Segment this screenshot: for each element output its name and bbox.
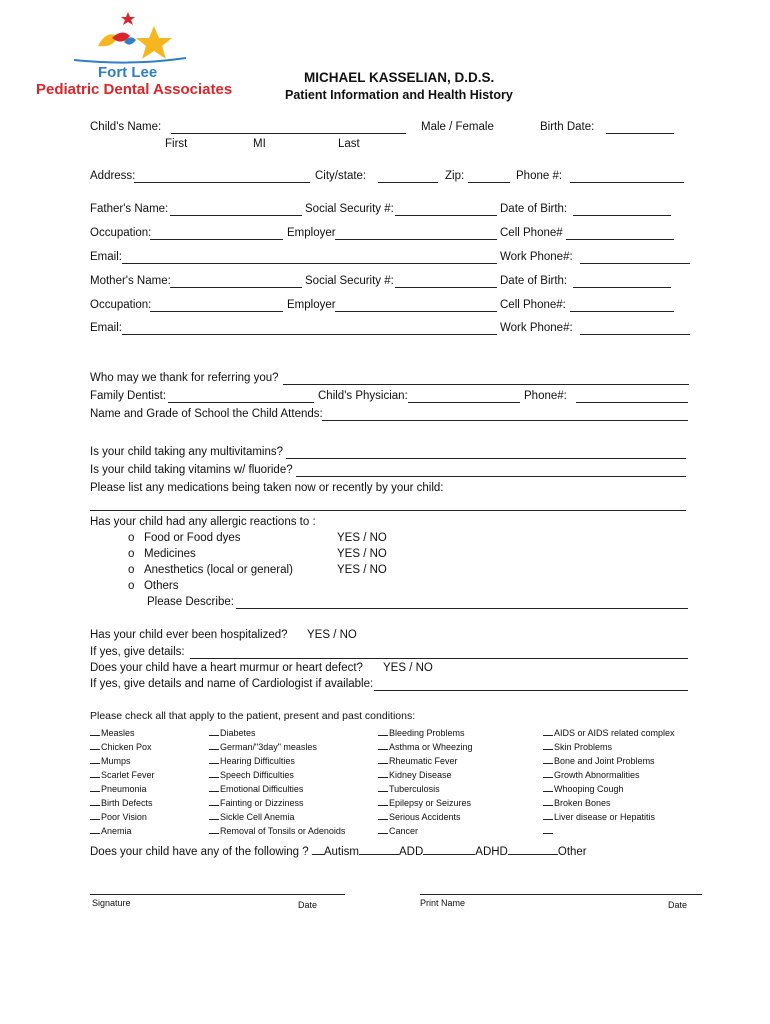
- first-label: First: [165, 138, 188, 150]
- mother-work-label: Work Phone#:: [500, 322, 573, 334]
- mother-ssn-label: Social Security #:: [305, 275, 394, 287]
- condition-item[interactable]: Diabetes: [209, 726, 345, 740]
- father-ssn-label: Social Security #:: [305, 203, 394, 215]
- city-state-field[interactable]: [378, 182, 438, 183]
- medications-label: Please list any medications being taken now or recently by your child:: [90, 482, 444, 494]
- signature-line[interactable]: [90, 894, 345, 895]
- zip-label: Zip:: [445, 170, 465, 182]
- mi-label: MI: [253, 138, 266, 150]
- date-label-2: Date: [668, 900, 688, 910]
- allergy-item: o Food or Food dyes: [128, 532, 241, 544]
- allergy-item: o Anesthetics (local or general): [128, 564, 293, 576]
- hospital-details-label: If yes, give details:: [90, 646, 185, 658]
- other-option[interactable]: Other: [557, 846, 587, 858]
- condition-item[interactable]: Epilepsy or Seizures: [378, 796, 473, 810]
- following-question: Does your child have any of the following ? Autism ADD ADHD Other: [90, 842, 587, 858]
- father-employer-field[interactable]: [335, 239, 497, 240]
- hospital-details-field[interactable]: [190, 658, 688, 659]
- condition-item[interactable]: Whooping Cough: [543, 782, 675, 796]
- condition-item[interactable]: Skin Problems: [543, 740, 675, 754]
- father-ssn-field[interactable]: [395, 215, 497, 216]
- condition-item[interactable]: Kidney Disease: [378, 768, 473, 782]
- birth-date-label: Birth Date:: [540, 121, 595, 133]
- phone-label: Phone #:: [516, 170, 563, 182]
- condition-item[interactable]: Birth Defects: [90, 796, 155, 810]
- address-label: Address:: [90, 170, 136, 182]
- describe-label: Please Describe:: [147, 596, 234, 608]
- physician-phone-label: Phone#:: [524, 390, 567, 402]
- school-label: Name and Grade of School the Child Attends:: [90, 408, 323, 420]
- father-employer-label: Employer: [287, 227, 336, 239]
- phone-field[interactable]: [570, 182, 684, 183]
- father-email-field[interactable]: [122, 263, 497, 264]
- mother-email-label: Email:: [90, 322, 122, 334]
- father-name-field[interactable]: [170, 215, 302, 216]
- conditions-col3: [378, 726, 473, 838]
- multivitamins-field[interactable]: [286, 458, 686, 459]
- cardiologist-field[interactable]: [374, 690, 688, 691]
- mother-occupation-field[interactable]: [150, 311, 283, 312]
- conditions-col4: [543, 726, 675, 838]
- adhd-option[interactable]: ADHD: [475, 846, 508, 858]
- condition-item-blank[interactable]: [543, 824, 675, 838]
- child-name-label: Child's Name:: [90, 121, 162, 133]
- last-label: Last: [338, 138, 360, 150]
- allergy-question: Has your child had any allergic reactions to :: [90, 516, 316, 528]
- condition-item[interactable]: Tuberculosis: [378, 782, 473, 796]
- print-name-line[interactable]: [420, 894, 702, 895]
- referral-field[interactable]: [283, 384, 689, 385]
- condition-item[interactable]: Mumps: [90, 754, 155, 768]
- allergy-answer[interactable]: YES / NO: [337, 564, 387, 576]
- physician-field[interactable]: [408, 402, 520, 403]
- mother-work-field[interactable]: [580, 334, 690, 335]
- mother-email-field[interactable]: [122, 334, 497, 335]
- date-label: Date: [298, 900, 318, 910]
- father-work-field[interactable]: [580, 263, 690, 264]
- condition-item[interactable]: Anemia: [90, 824, 155, 838]
- logo-line1: Fort Lee: [98, 64, 158, 81]
- print-name-label: Print Name: [420, 898, 466, 908]
- conditions-heading: Please check all that apply to the patient, present and past conditions:: [90, 710, 416, 722]
- zip-field[interactable]: [468, 182, 510, 183]
- condition-item[interactable]: Broken Bones: [543, 796, 675, 810]
- condition-item[interactable]: Liver disease or Hepatitis: [543, 810, 675, 824]
- father-occupation-field[interactable]: [150, 239, 283, 240]
- father-cell-field[interactable]: [566, 239, 674, 240]
- condition-item[interactable]: German/"3day" measles: [209, 740, 345, 754]
- father-dob-label: Date of Birth:: [500, 203, 568, 215]
- heart-question: Does your child have a heart murmur or heart defect?: [90, 662, 363, 674]
- logo: [36, 8, 233, 103]
- multivitamins-label: Is your child taking any multivitamins?: [90, 446, 284, 458]
- condition-item[interactable]: Bone and Joint Problems: [543, 754, 675, 768]
- condition-item[interactable]: Speech Difficulties: [209, 768, 345, 782]
- condition-item[interactable]: Growth Abnormalities: [543, 768, 675, 782]
- mother-cell-label: Cell Phone#:: [500, 299, 566, 311]
- cardiologist-label: If yes, give details and name of Cardiologist if available:: [90, 678, 374, 690]
- conditions-col2: [209, 726, 345, 838]
- condition-item[interactable]: Sickle Cell Anemia: [209, 810, 345, 824]
- logo-line2: Pediatric Dental Associates: [36, 81, 233, 98]
- mother-name-label: Mother's Name:: [90, 275, 171, 287]
- conditions-col1: [90, 726, 155, 838]
- medications-field[interactable]: [90, 510, 686, 511]
- condition-item[interactable]: Emotional Difficulties: [209, 782, 345, 796]
- condition-item[interactable]: Cancer: [378, 824, 473, 838]
- mother-ssn-field[interactable]: [395, 287, 497, 288]
- condition-item[interactable]: Chicken Pox: [90, 740, 155, 754]
- condition-item[interactable]: AIDS or AIDS related complex: [543, 726, 675, 740]
- allergy-item: o Medicines: [128, 548, 196, 560]
- mother-occupation-label: Occupation:: [90, 299, 152, 311]
- family-dentist-field[interactable]: [168, 402, 314, 403]
- birth-date-field[interactable]: [606, 133, 674, 134]
- fluoride-field[interactable]: [296, 476, 686, 477]
- doctor-name: MICHAEL KASSELIAN, D.D.S.: [304, 70, 495, 85]
- condition-item[interactable]: Scarlet Fever: [90, 768, 155, 782]
- describe-field[interactable]: [236, 608, 688, 609]
- condition-item[interactable]: Serious Accidents: [378, 810, 473, 824]
- father-work-label: Work Phone#:: [500, 251, 573, 263]
- mother-dob-field[interactable]: [573, 287, 671, 288]
- father-cell-label: Cell Phone#: [500, 227, 563, 239]
- condition-item[interactable]: Pneumonia: [90, 782, 155, 796]
- physician-phone-field[interactable]: [576, 402, 688, 403]
- school-field[interactable]: [322, 420, 688, 421]
- allergy-answer[interactable]: YES / NO: [337, 548, 387, 560]
- physician-label: Child's Physician:: [318, 390, 408, 402]
- family-dentist-label: Family Dentist:: [90, 390, 167, 402]
- heart-answer[interactable]: YES / NO: [383, 662, 433, 674]
- father-occupation-label: Occupation:: [90, 227, 152, 239]
- mother-name-field[interactable]: [170, 287, 302, 288]
- form-title: Patient Information and Health History: [285, 88, 513, 102]
- mother-dob-label: Date of Birth:: [500, 275, 568, 287]
- hospitalized-answer[interactable]: YES / NO: [307, 629, 357, 641]
- referral-label: Who may we thank for referring you?: [90, 372, 279, 384]
- logo-mark-icon: [36, 8, 226, 70]
- mother-employer-field[interactable]: [335, 311, 497, 312]
- condition-item[interactable]: Rheumatic Fever: [378, 754, 473, 768]
- autism-option[interactable]: Autism: [323, 846, 359, 858]
- condition-item[interactable]: Bleeding Problems: [378, 726, 473, 740]
- signature-label: Signature: [92, 898, 131, 908]
- child-name-field[interactable]: [171, 133, 406, 134]
- gender-option[interactable]: Male / Female: [421, 121, 494, 133]
- city-state-label: City/state:: [315, 170, 367, 182]
- mother-employer-label: Employer: [287, 299, 336, 311]
- condition-item[interactable]: Hearing Difficulties: [209, 754, 345, 768]
- condition-item[interactable]: Fainting or Dizziness: [209, 796, 345, 810]
- hospitalized-question: Has your child ever been hospitalized?: [90, 629, 288, 641]
- mother-cell-field[interactable]: [570, 311, 674, 312]
- add-option[interactable]: ADD: [399, 846, 424, 858]
- condition-item[interactable]: Measles: [90, 726, 155, 740]
- address-field[interactable]: [134, 182, 310, 183]
- allergy-item: o Others: [128, 580, 179, 592]
- fluoride-label: Is your child taking vitamins w/ fluoride?: [90, 464, 293, 476]
- father-email-label: Email:: [90, 251, 122, 263]
- allergy-answer[interactable]: YES / NO: [337, 532, 387, 544]
- condition-item[interactable]: Removal of Tonsils or Adenoids: [209, 824, 345, 838]
- condition-item[interactable]: Asthma or Wheezing: [378, 740, 473, 754]
- father-dob-field[interactable]: [573, 215, 671, 216]
- condition-item[interactable]: Poor Vision: [90, 810, 155, 824]
- father-name-label: Father's Name:: [90, 203, 169, 215]
